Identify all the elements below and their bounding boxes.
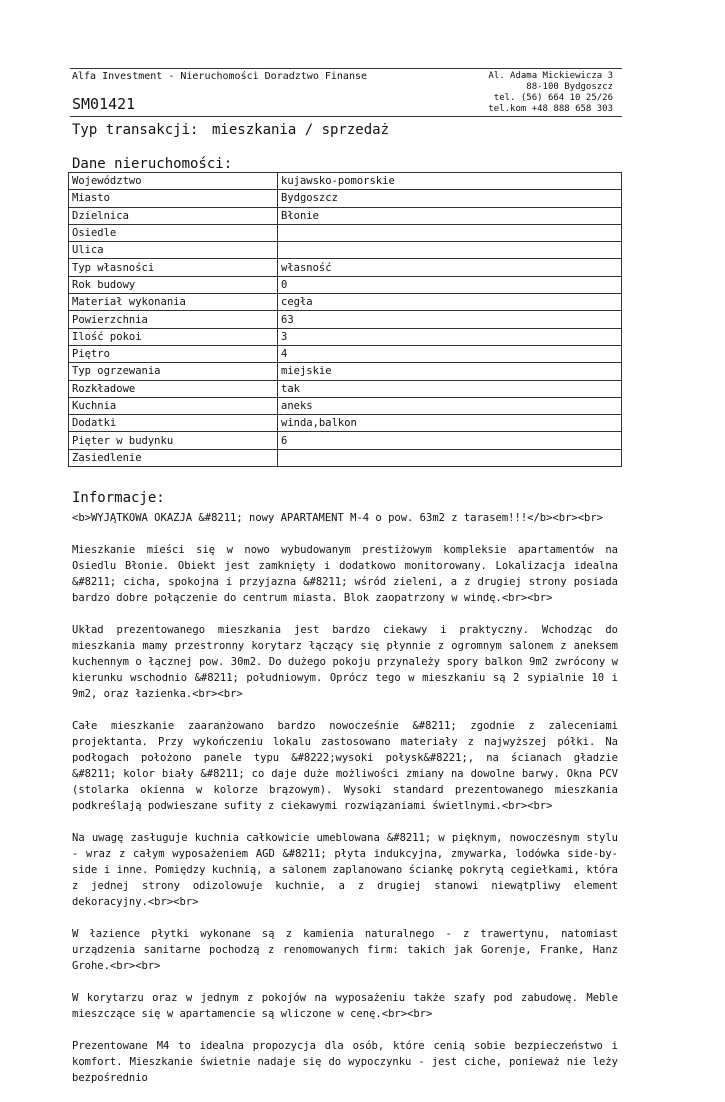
property-key: Miasto	[69, 190, 278, 207]
header-top-rule	[70, 68, 622, 69]
property-value: 63	[278, 311, 622, 328]
property-key: Ulica	[69, 242, 278, 259]
transaction-type	[72, 122, 389, 138]
property-key: Pięter w budynku	[69, 432, 278, 449]
table-row	[69, 224, 622, 241]
property-key: Rozkładowe	[69, 380, 278, 397]
property-value: 3	[278, 328, 622, 345]
property-section-title: Dane nieruchomości:	[72, 156, 233, 172]
company-address	[488, 71, 613, 115]
property-value: miejskie	[278, 363, 622, 380]
property-value	[278, 224, 622, 241]
table-row	[69, 397, 622, 414]
property-value: winda,balkon	[278, 415, 622, 432]
property-key: Materiał wykonania	[69, 294, 278, 311]
table-row	[69, 432, 622, 449]
property-value: Bydgoszcz	[278, 190, 622, 207]
table-row	[69, 294, 622, 311]
property-value: własność	[278, 259, 622, 276]
description-paragraph: Na uwagę zasługuje kuchnia całkowicie umeblowana &#8211; w pięknym, nowoczesnym stylu - wraz z całym wyposażeniem AGD &#8211; płyta indukcyjna, zmywarka, lodówka side-by-side i inne. Pomiędzy kuchnią, a salonem zaplanowano ściankę pokrytą cegiełkami, która z jednej strony odizolowuje kuchnie, a z drugiej stanowi niewątpliwy element dekoracyjny.<br><br>	[72, 832, 618, 908]
description-paragraph: Mieszkanie mieści się w nowo wybudowanym prestiżowym kompleksie apartamentów na Osiedlu Błonie. Obiekt jest zamknięty i dodatkowo monitorowany. Lokalizacja idealna &#8211; cicha, spokojna i przyjazna &#8211; wśród zieleni, a z drugiej strony posiada bardzo dobre połączenie do centrum miasta. Blok zaopatrzony w windę.<br><br>	[72, 544, 618, 604]
property-value	[278, 242, 622, 259]
table-row	[69, 276, 622, 293]
table-row	[69, 415, 622, 432]
description-paragraph: W łazience płytki wykonane są z kamienia naturalnego - z trawertynu, natomiast urządzenia sanitarne pochodzą z renomowanych firm: takich jak Gorenje, Franke, Hanz Grohe.<br><br>	[72, 928, 618, 972]
table-row	[69, 449, 622, 466]
property-key: Typ własności	[69, 259, 278, 276]
header-bottom-rule	[70, 116, 622, 117]
property-table	[68, 172, 622, 467]
address-line: Al. Adama Mickiewicza 3	[488, 71, 613, 81]
property-key: Rok budowy	[69, 276, 278, 293]
address-line: tel.kom +48 888 658 303	[488, 104, 613, 114]
table-row	[69, 259, 622, 276]
address-line: tel. (56) 664 10 25/26	[493, 93, 613, 103]
property-key: Dzielnica	[69, 207, 278, 224]
description-paragraph: Układ prezentowanego mieszkania jest bardzo ciekawy i praktyczny. Wchodząc do mieszkania mamy przestronny korytarz łączący się płynnie z ogromnym salonem z aneksem kuchennym o łącznej pow. 30m2. Do dużego pokoju przynależy spory balkon 9m2 zwrócony w kierunku wschodnio &#8211; południowym. Oprócz tego w mieszkaniu są 2 sypialnie 10 i 9m2, oraz łazienka.<br><br>	[72, 624, 618, 700]
description-paragraph: Prezentowane M4 to idealna propozycja dla osób, które cenią sobie bezpieczeństwo i komfort. Mieszkanie świetnie nadaje się do wypoczynku - jest ciche, ponieważ nie leży bezpośrednio	[72, 1040, 618, 1084]
property-key: Powierzchnia	[69, 311, 278, 328]
property-key: Województwo	[69, 173, 278, 190]
property-value: 4	[278, 345, 622, 362]
property-key: Dodatki	[69, 415, 278, 432]
table-row	[69, 173, 622, 190]
table-row	[69, 363, 622, 380]
property-value: Błonie	[278, 207, 622, 224]
property-key: Kuchnia	[69, 397, 278, 414]
property-key: Typ ogrzewania	[69, 363, 278, 380]
table-row	[69, 345, 622, 362]
info-section-title: Informacje:	[72, 490, 165, 506]
property-value: kujawsko-pomorskie	[278, 173, 622, 190]
transaction-value: mieszkania / sprzedaż	[212, 122, 390, 138]
company-name: Alfa Investment - Nieruchomości Doradztwo Finanse	[72, 71, 368, 82]
offer-reference: SM01421	[72, 95, 136, 113]
property-value: 0	[278, 276, 622, 293]
property-key: Piętro	[69, 345, 278, 362]
property-key: Ilość pokoi	[69, 328, 278, 345]
property-value: tak	[278, 380, 622, 397]
property-value: aneks	[278, 397, 622, 414]
property-value: 6	[278, 432, 622, 449]
address-line: 88-100 Bydgoszcz	[526, 82, 613, 92]
table-row	[69, 380, 622, 397]
table-row	[69, 242, 622, 259]
description-paragraph: <b>WYJĄTKOWA OKAZJA &#8211; nowy APARTAMENT M-4 o pow. 63m2 z tarasem!!!</b><br><br>	[72, 512, 604, 524]
table-row	[69, 328, 622, 345]
property-key: Osiedle	[69, 224, 278, 241]
description-paragraph: Całe mieszkanie zaaranżowano bardzo nowocześnie &#8211; zgodnie z zaleceniami projektanta. Przy wykończeniu lokalu zastosowano materiały z najwyższej półki. Na podłogach położono panele typu &#8222;wysoki połysk&#8221;, na ścianach gładzie &#8211; kolor biały &#8211; co daje duże możliwości zmiany na dowolne barwy. Okna PCV (stolarka okienna w kolorze brązowym). Wysoki standard prezentowanego mieszkania podkreślają podwieszane sufity z ciekawymi rozwiązaniami świetlnymi.<br><br>	[72, 720, 618, 812]
description	[72, 510, 618, 1102]
property-value	[278, 449, 622, 466]
property-key: Zasiedlenie	[69, 449, 278, 466]
table-row	[69, 190, 622, 207]
property-value: cegła	[278, 294, 622, 311]
table-row	[69, 311, 622, 328]
transaction-label: Typ transakcji:	[72, 122, 199, 138]
description-paragraph: W korytarzu oraz w jednym z pokojów na wyposażeniu także szafy pod zabudowę. Meble mieszczące się w apartamencie są wliczone w cenę.<br><br>	[72, 992, 618, 1020]
table-row	[69, 207, 622, 224]
